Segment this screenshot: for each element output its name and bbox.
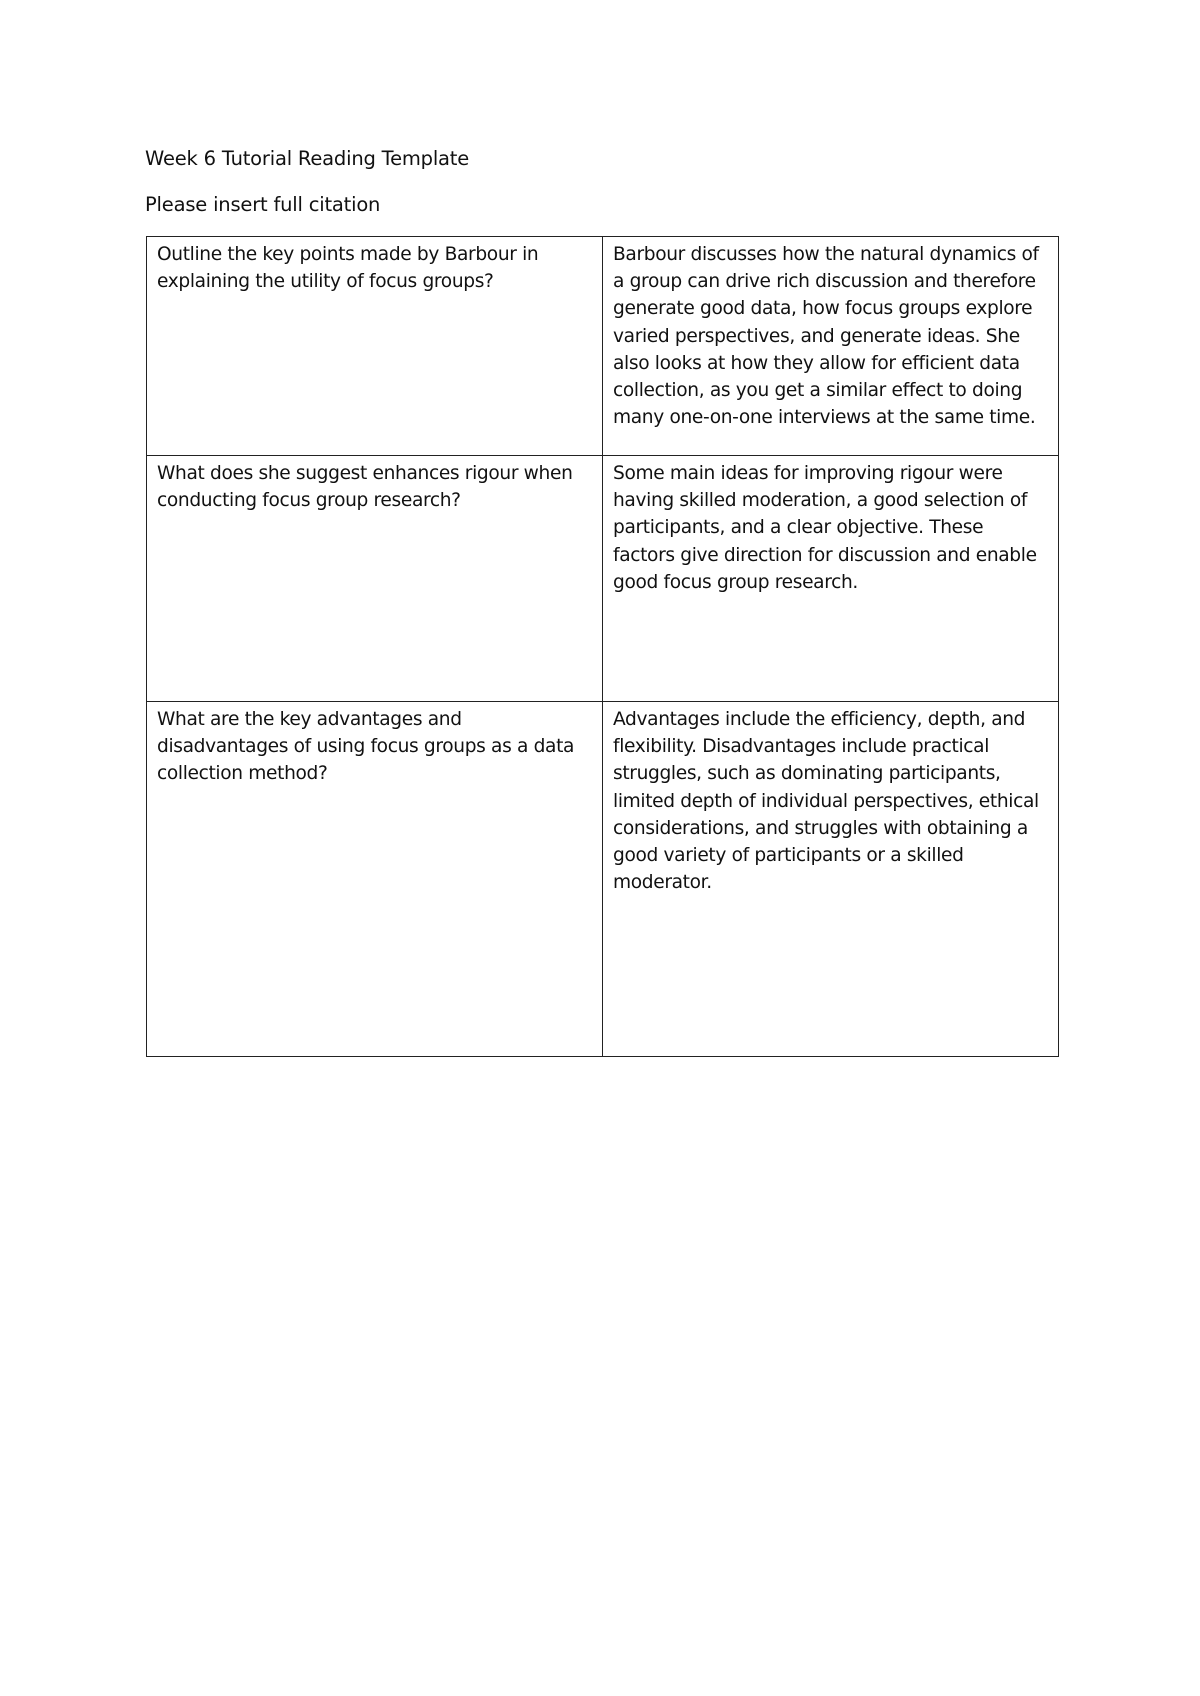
table-row <box>147 237 1059 456</box>
reading-template-table <box>146 236 1059 1057</box>
answer-cell: Advantages include the efficiency, depth, and flexibility. Disadvantages include practical struggles, such as dominating participants, limited depth of individual perspectives, ethical considerations, and struggles with obtaining a good variety of participants or a skilled moderator. <box>603 702 1059 1057</box>
page-title: Week 6 Tutorial Reading Template <box>145 147 470 170</box>
question-cell: What are the key advantages and disadvantages of using focus groups as a data collection method? <box>147 702 603 1057</box>
answer-cell: Barbour discusses how the natural dynamics of a group can drive rich discussion and therefore generate good data, how focus groups explore varied perspectives, and generate ideas. She also looks at how they allow for efficient data collection, as you get a similar effect to doing many one-on-one interviews at the same time. <box>603 237 1059 456</box>
question-cell: Outline the key points made by Barbour in explaining the utility of focus groups? <box>147 237 603 456</box>
question-cell: What does she suggest enhances rigour when conducting focus group research? <box>147 456 603 702</box>
table-row <box>147 456 1059 702</box>
answer-cell: Some main ideas for improving rigour were having skilled moderation, a good selection of participants, and a clear objective. These factors give direction for discussion and enable good focus group research. <box>603 456 1059 702</box>
table-row <box>147 702 1059 1057</box>
citation-instruction: Please insert full citation <box>145 193 381 216</box>
